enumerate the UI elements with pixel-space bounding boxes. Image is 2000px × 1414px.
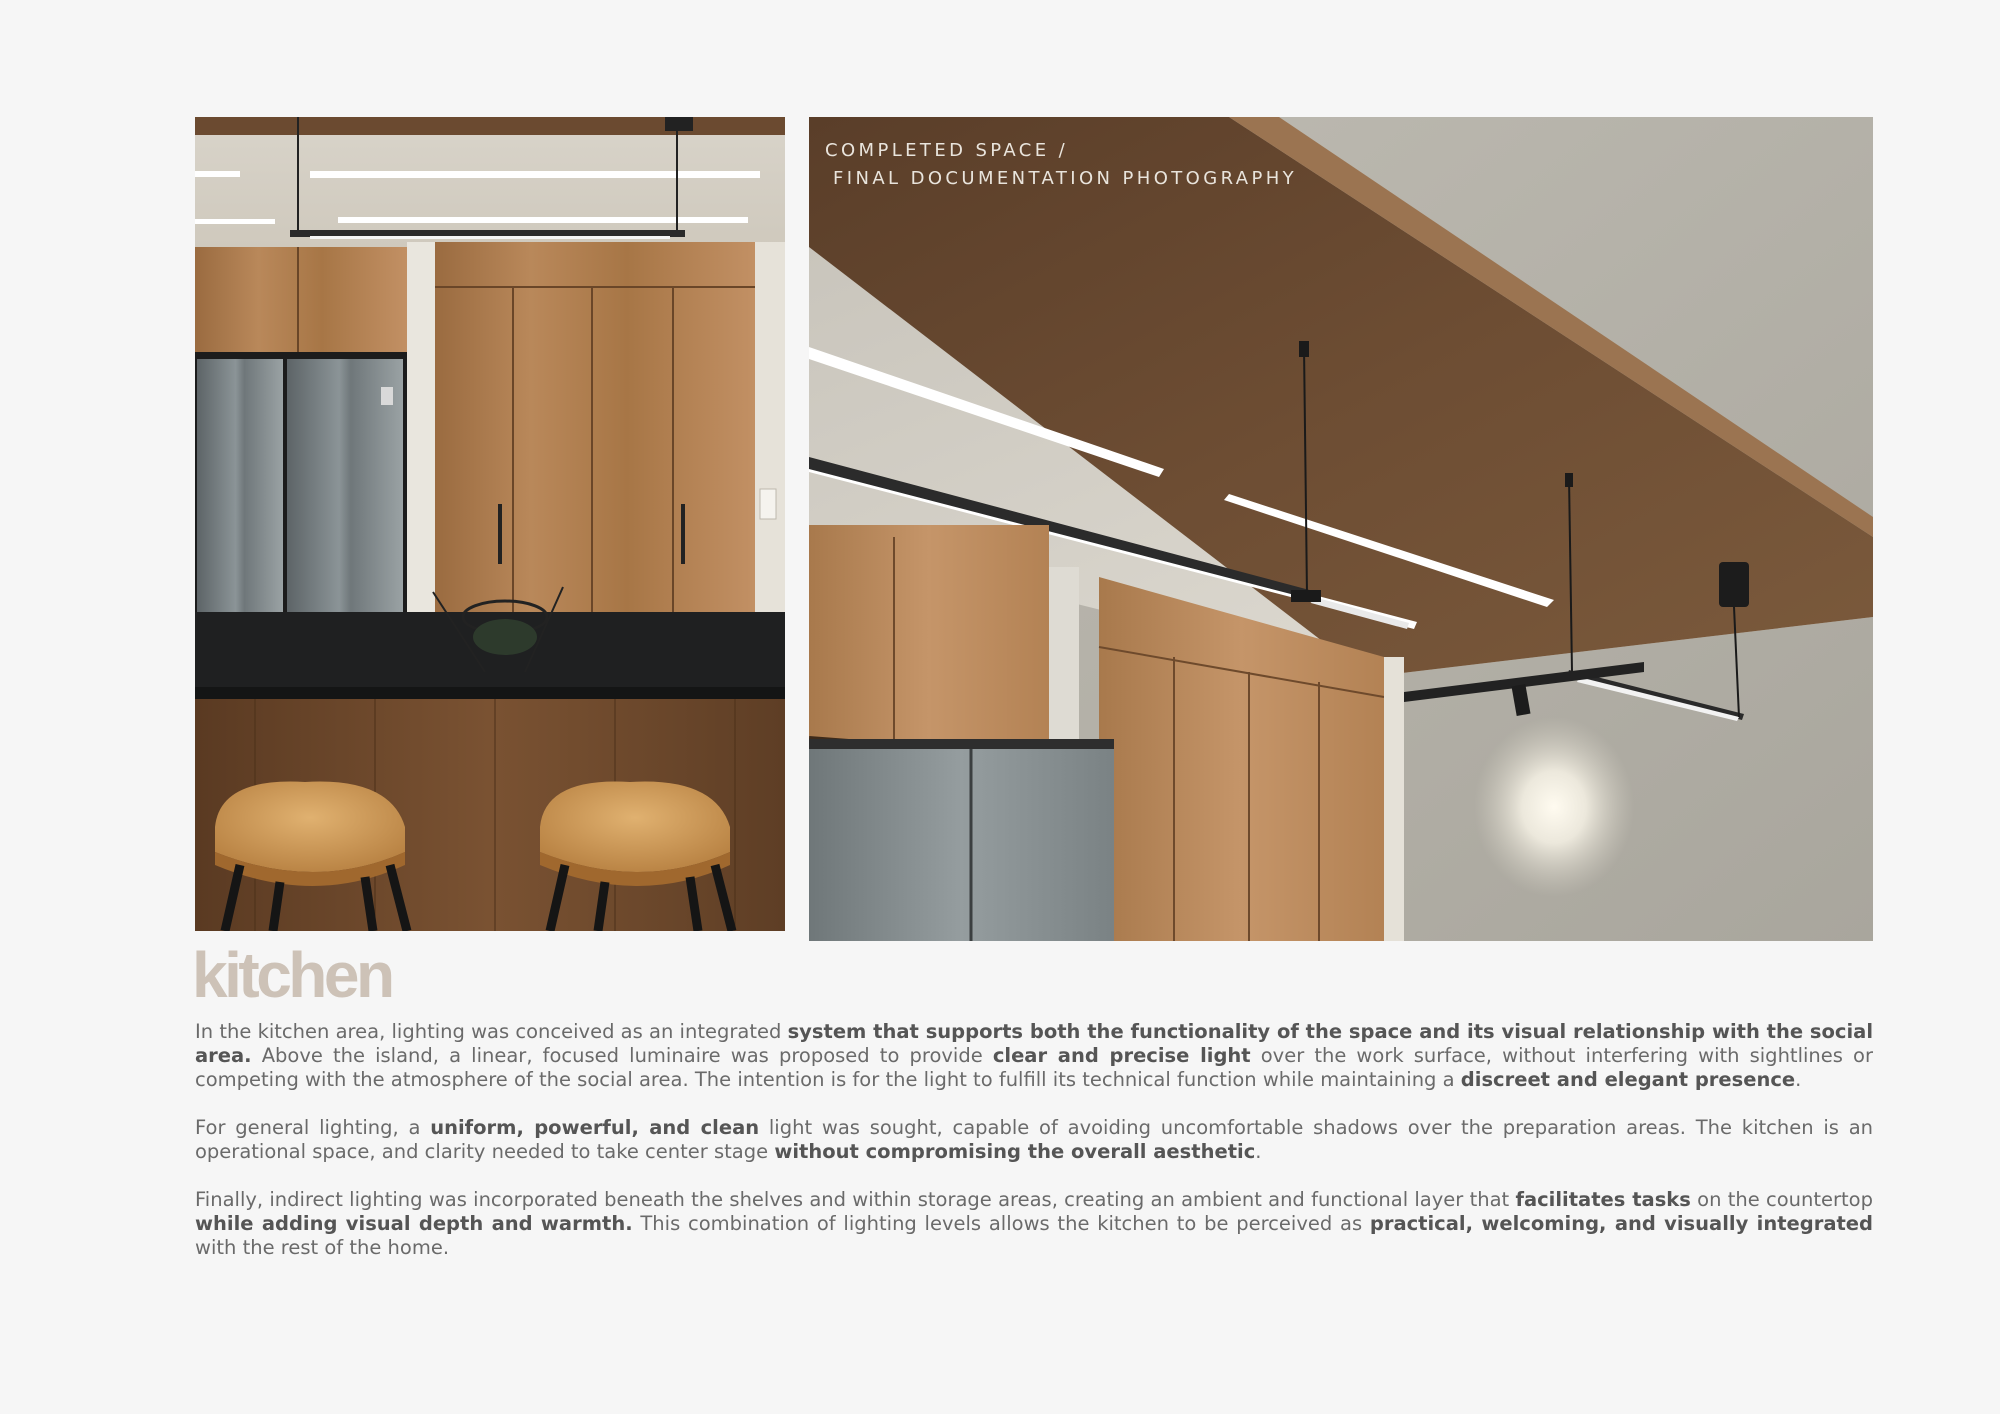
body-text-segment: This combination of lighting levels allows the kitchen to be perceived as bbox=[632, 1212, 1370, 1235]
paragraph bbox=[195, 1116, 1873, 1164]
photo-caption bbox=[825, 137, 1297, 193]
photo-caption-line1: COMPLETED SPACE / bbox=[825, 140, 1069, 161]
paragraph bbox=[195, 1188, 1873, 1260]
emphasis-text: practical, welcoming, and visually integrated bbox=[1369, 1212, 1873, 1235]
body-text-segment: Finally, indirect lighting was incorporated beneath the shelves and within storage areas, creating an ambient and functional layer that bbox=[195, 1188, 1516, 1211]
body-text-segment: on the countertop bbox=[1690, 1188, 1873, 1211]
body-text-segment: . bbox=[1255, 1140, 1262, 1163]
emphasis-text: while adding visual depth and warmth. bbox=[195, 1212, 633, 1235]
ceiling-lighting-illustration bbox=[809, 117, 1873, 941]
body-text-segment: Above the island, a linear, focused luminaire was proposed to provide bbox=[251, 1044, 993, 1067]
emphasis-text: system that supports both the functionality of the space and its visual relationship with the social area. bbox=[195, 1020, 1874, 1067]
body-text-segment: For general lighting, a bbox=[195, 1116, 431, 1139]
ceiling-lighting-photo bbox=[809, 117, 1873, 941]
emphasis-text: facilitates tasks bbox=[1515, 1188, 1691, 1211]
emphasis-text: discreet and elegant presence bbox=[1460, 1068, 1796, 1091]
emphasis-text: uniform, powerful, and clean bbox=[430, 1116, 760, 1139]
emphasis-text: clear and precise light bbox=[992, 1044, 1251, 1067]
body-text-segment: In the kitchen area, lighting was conceived as an integrated bbox=[195, 1020, 788, 1043]
body-text bbox=[195, 1020, 1873, 1284]
body-text-segment: over the work surface, without interfering with sightlines or competing with the atmosphere of the social area. The intention is for the light to fulfill its technical function while maintaining a bbox=[195, 1044, 1873, 1091]
body-text-segment: . bbox=[1795, 1068, 1802, 1091]
body-text-segment: with the rest of the home. bbox=[195, 1236, 450, 1259]
section-title: kitchen bbox=[192, 939, 392, 1011]
kitchen-island-illustration bbox=[195, 117, 785, 931]
photo-caption-line2: FINAL DOCUMENTATION PHOTOGRAPHY bbox=[833, 168, 1298, 189]
body-text-segment: light was sought, capable of avoiding uncomfortable shadows over the preparation areas. The kitchen is an operational space, and clarity needed to take center stage bbox=[195, 1116, 1874, 1163]
paragraph bbox=[195, 1020, 1873, 1092]
emphasis-text: without compromising the overall aesthetic bbox=[774, 1140, 1256, 1163]
kitchen-island-photo bbox=[195, 117, 785, 931]
